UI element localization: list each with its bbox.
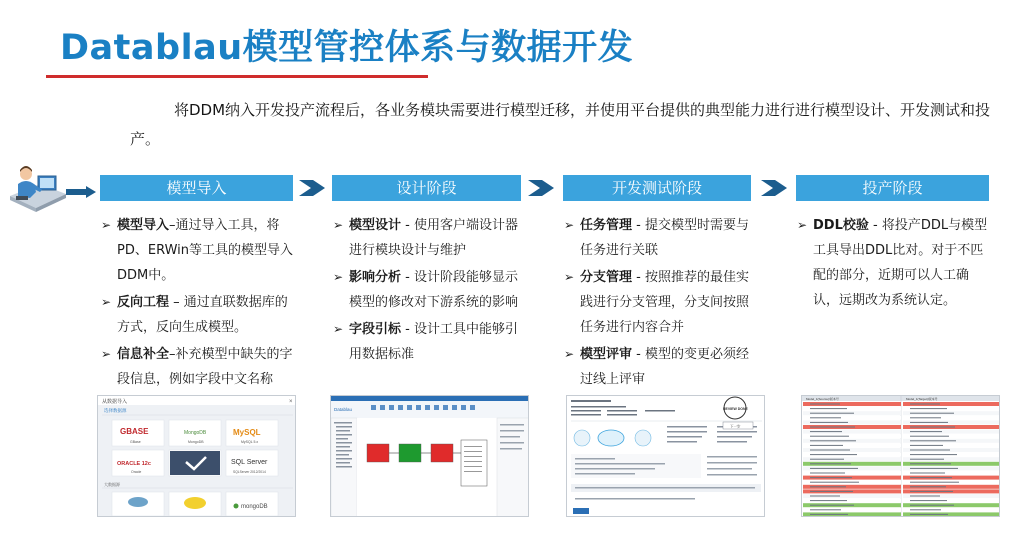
list-item [796, 213, 992, 313]
ddl-row-text [810, 500, 847, 501]
ddl-row-text [910, 463, 951, 464]
ddl-row-text [810, 422, 848, 423]
item-text: - 提交模型时需要与任务进行关联 [580, 218, 749, 258]
status-circle [635, 430, 651, 446]
ddl-row-text [810, 482, 859, 483]
ddl-row-text [910, 427, 955, 428]
ddl-row-text [910, 440, 956, 441]
list-item [100, 342, 296, 392]
ddl-row-text [910, 500, 947, 501]
bullet-arrow-icon: ➢ [101, 295, 112, 309]
source-caption: Oracle [131, 470, 142, 474]
item-key: 模型评审 [580, 347, 633, 362]
intro-paragraph [130, 96, 1000, 154]
ddl-row-text [910, 417, 941, 418]
import-dialog-subtitle: 选择数据源 [104, 408, 127, 413]
ddl-compare-screenshot [801, 395, 1000, 517]
mongodb-logo-2: mongoDB [241, 504, 268, 510]
item-key: 反向工程 [117, 295, 170, 310]
item-text: - 设计阶段能够显示模型的修改对下游系统的影响 [349, 270, 519, 310]
ddl-row-text [810, 509, 841, 510]
design-client-screenshot [330, 395, 529, 517]
ddl-row-text [810, 477, 852, 478]
bullet-arrow-icon: ➢ [564, 218, 575, 232]
intro-text: 将DDM纳入开发投产流程后，各业务模块需要进行模型迁移，并使用平台提供的典型能力进行进行模型设计、开发测试和投产。 [130, 101, 991, 148]
bullet-arrow-icon: ➢ [564, 270, 575, 284]
ddl-row-text [910, 473, 945, 474]
ddl-row-text [810, 496, 840, 497]
ddl-row-text [910, 482, 959, 483]
entity-box-red [367, 444, 389, 462]
source-caption: GBase [130, 440, 141, 444]
review-stamp-text: REVIEW DONE [723, 407, 748, 411]
ddl-row-text [810, 427, 855, 428]
list-item [100, 213, 296, 288]
ddl-row-text [910, 468, 958, 469]
list-item [332, 213, 524, 263]
entity-box-red [431, 444, 453, 462]
bullet-arrow-icon: ➢ [333, 322, 344, 336]
list-item [563, 342, 755, 392]
source-caption: MongoDB [188, 440, 204, 444]
item-key: 影响分析 [349, 270, 402, 285]
ddl-row-text [810, 408, 847, 409]
status-ellipse [598, 430, 624, 446]
chevron-right-icon [761, 180, 787, 196]
item-text: - 按照推荐的最佳实践进行分支管理，分支间按照任务进行内容合并 [580, 270, 750, 335]
item-key: 信息补全 [117, 347, 170, 362]
ddl-row-text [910, 491, 953, 492]
mongodb-leaf-icon [234, 504, 239, 509]
item-text: –补充模型中缺失的字段信息，例如字段中文名称 [117, 347, 293, 387]
bigdata-group-label: 大数据源 [104, 482, 120, 487]
ddl-row-text [910, 486, 946, 487]
hadoop-logo [184, 497, 206, 509]
ddl-row-text [810, 463, 851, 464]
oracle-logo: ORACLE 12c [117, 461, 151, 467]
hive-logo [128, 497, 148, 507]
ddl-row-text [910, 445, 943, 446]
ddl-row-text [810, 436, 849, 437]
stage-bar-design: 设计阶段 [332, 175, 521, 201]
bullet-arrow-icon: ➢ [101, 218, 112, 232]
ddl-row-text [910, 450, 950, 451]
stage-bar-import: 模型导入 [100, 175, 293, 201]
ddl-row-text [810, 440, 856, 441]
status-circle [574, 430, 590, 446]
ddl-row-text [910, 404, 940, 405]
list-item [332, 265, 524, 315]
item-text: - 将投产DDL与模型工具导出DDL比对。对于不匹配的部分，近期可以人工确认，远期改为系统认定。 [813, 218, 988, 308]
ddl-row-text [810, 491, 853, 492]
ddl-row-text [910, 408, 947, 409]
ddl-row-text [810, 431, 842, 432]
stage-bar-devtest: 开发测试阶段 [563, 175, 751, 201]
stage-design-list [332, 213, 524, 369]
list-item [563, 265, 755, 340]
item-key: 任务管理 [580, 218, 633, 233]
item-key: DDL校验 [813, 218, 869, 233]
chevron-right-icon [528, 180, 554, 196]
datablau-logo: Datablau [334, 407, 353, 412]
slide-title: Datablau模型管控体系与数据开发 [60, 28, 634, 68]
bullet-arrow-icon: ➢ [101, 347, 112, 361]
ddl-row-text [910, 454, 957, 455]
item-text: - 使用客户端设计器进行模块设计与维护 [349, 218, 518, 258]
ddl-row-text [910, 436, 949, 437]
mongodb-logo: MongoDB [184, 430, 207, 436]
ddl-row-text [810, 468, 858, 469]
arrow-right-icon [66, 183, 96, 202]
list-item [563, 213, 755, 263]
submit-button [573, 508, 589, 514]
ddl-row-text [910, 514, 948, 515]
stage-devtest-list [563, 213, 755, 394]
entity-box-green [399, 444, 421, 462]
ddl-row-text [910, 422, 948, 423]
stage-bar-production: 投产阶段 [796, 175, 989, 201]
sqlserver-logo: SQL Server [231, 459, 268, 466]
import-dialog-close-icon: × [289, 399, 293, 405]
item-text: – 通过直联数据库的方式，反向生成模型。 [117, 295, 288, 335]
stage-import-list [100, 213, 296, 394]
source-caption: MySQL 5.x [241, 440, 259, 444]
item-text: - 设计工具中能够引用数据标准 [349, 322, 518, 362]
ddl-row-text [810, 486, 846, 487]
review-page-screenshot [566, 395, 765, 517]
ddl-row-text [910, 496, 940, 497]
bullet-arrow-icon: ➢ [333, 218, 344, 232]
developer-icon [8, 162, 68, 214]
ddl-row-text [910, 505, 954, 506]
list-item [332, 317, 524, 367]
item-key: 模型设计 [349, 218, 402, 233]
ddl-row-text [810, 413, 854, 414]
item-key: 字段引标 [349, 322, 402, 337]
import-dialog-screenshot [97, 395, 296, 517]
mysql-logo: MySQL [233, 428, 261, 437]
ddl-row-text [810, 445, 843, 446]
ddl-row-text [910, 431, 942, 432]
ddl-row-text [910, 509, 941, 510]
ddl-row-text [810, 417, 841, 418]
ddl-row-text [910, 477, 952, 478]
review-next-button-label: 下一步 [730, 424, 741, 429]
ddl-row-text [810, 459, 844, 460]
ddl-target-title: Model_1(Target)/版本号 [906, 397, 938, 401]
ddl-row-text [910, 459, 944, 460]
bullet-arrow-icon: ➢ [564, 347, 575, 361]
ddl-row-text [910, 413, 954, 414]
chevron-right-icon [299, 180, 325, 196]
ddl-row-text [810, 404, 840, 405]
item-key: 分支管理 [580, 270, 633, 285]
item-text: - 模型的变更必须经过线上评审 [580, 347, 749, 387]
ddl-source-title: Model_1(Source)/版本号 [806, 397, 839, 401]
bullet-arrow-icon: ➢ [797, 218, 808, 232]
stage-production-list [796, 213, 992, 315]
ddl-row-text [810, 450, 850, 451]
selected-source-tile [170, 451, 220, 475]
ddl-row-text [810, 505, 854, 506]
ddl-row-text [810, 514, 848, 515]
ddl-row-text [810, 454, 857, 455]
gbase-logo: GBASE [120, 427, 149, 436]
title-underline [46, 75, 428, 78]
list-item [100, 290, 296, 340]
item-key: 模型导入 [117, 218, 170, 233]
bullet-arrow-icon: ➢ [333, 270, 344, 284]
import-dialog-title: 从数据导入 [102, 399, 128, 405]
ddl-row-text [810, 473, 845, 474]
source-caption: SQLServer 2012/2014 [233, 470, 266, 474]
item-text: –通过导入工具，将PD、ERWin等工具的模型导入DDM中。 [117, 218, 293, 283]
